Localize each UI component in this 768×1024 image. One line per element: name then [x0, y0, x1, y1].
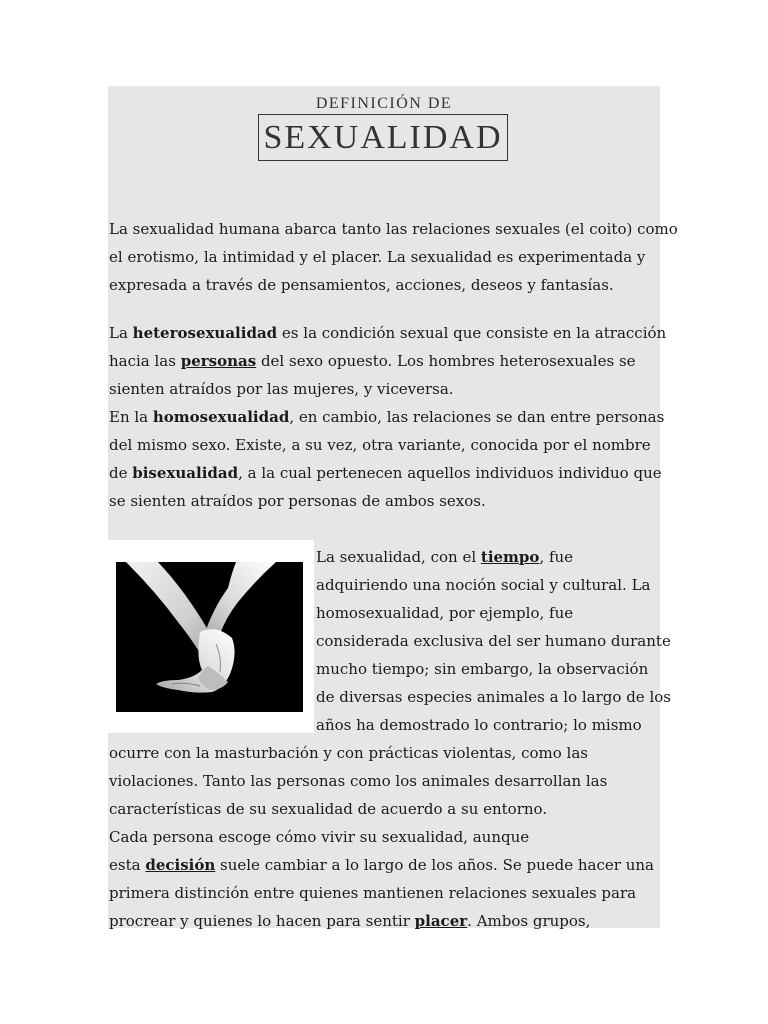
text-line: La sexualidad humana abarca tanto las relaciones sexuales (el coito) como	[109, 220, 678, 238]
paragraph-history-full	[109, 739, 660, 935]
text-span: . Ambos grupos,	[467, 912, 591, 930]
text-line: homosexualidad, por ejemplo, fue	[316, 604, 574, 622]
text-span: , fue	[539, 548, 574, 566]
text-line: expresada a través de pensamientos, acciones, deseos y fantasías.	[109, 276, 614, 294]
text-line: adquiriendo una noción social y cultural. La	[316, 576, 651, 594]
text-span: es la condición sexual que consiste en la atracción	[277, 324, 667, 342]
title-box	[258, 114, 508, 161]
holding-hands-photo	[116, 562, 303, 712]
text-line: Cada persona escoge cómo vivir su sexualidad, aunque	[109, 828, 530, 846]
paragraph-intro	[109, 215, 678, 299]
text-line	[109, 907, 660, 935]
text-span: , en cambio, las relaciones se dan entre personas	[289, 408, 665, 426]
text-line	[316, 543, 660, 571]
text-span: La	[109, 324, 133, 342]
text-line: años ha demostrado lo contrario; lo mismo	[316, 716, 642, 734]
term-bisexualidad: bisexualidad	[132, 464, 239, 482]
document-page	[108, 86, 678, 930]
text-line	[109, 319, 667, 347]
paragraph-history-wrapped	[316, 543, 671, 739]
link-placer[interactable]: placer	[414, 912, 468, 930]
text-span: La sexualidad, con el	[316, 548, 481, 566]
text-span: procrear y quienes lo hacen para sentir	[109, 912, 415, 930]
text-line	[109, 459, 660, 487]
term-heterosexualidad: heterosexualidad	[132, 324, 278, 342]
document-title: SEXUALIDAD	[263, 119, 503, 156]
link-decision[interactable]: decisión	[145, 856, 216, 874]
text-span: , a la cual pertenecen aquellos individuos individuo que	[238, 464, 662, 482]
text-line: de diversas especies animales a lo largo de los	[316, 688, 671, 706]
text-line: características de su sexualidad de acuerdo a su entorno.	[109, 800, 548, 818]
text-line: se sienten atraídos por personas de ambos sexos.	[109, 492, 486, 510]
document-subtitle: DEFINICIÓN DE	[315, 95, 453, 112]
text-line: considerada exclusiva del ser humano durante	[316, 632, 671, 650]
link-personas[interactable]: personas	[180, 352, 257, 370]
image-frame	[108, 540, 314, 733]
text-line: del mismo sexo. Existe, a su vez, otra variante, conocida por el nombre	[109, 436, 651, 454]
text-span: En la	[109, 408, 153, 426]
paragraph-orientations	[109, 319, 667, 515]
text-line	[109, 403, 665, 431]
link-tiempo[interactable]: tiempo	[480, 548, 540, 566]
text-line: violaciones. Tanto las personas como los animales desarrollan las	[109, 772, 608, 790]
text-span: esta	[109, 856, 146, 874]
text-span: suele cambiar a lo largo de los años. Se puede hacer una	[215, 856, 654, 874]
term-homosexualidad: homosexualidad	[152, 408, 290, 426]
text-span: de	[109, 464, 133, 482]
text-line: sienten atraídos por las mujeres, y viceversa.	[109, 380, 454, 398]
text-line: ocurre con la masturbación y con prácticas violentas, como las	[109, 744, 588, 762]
holding-hands-icon	[116, 562, 303, 712]
text-line: mucho tiempo; sin embargo, la observación	[316, 660, 649, 678]
text-span: del sexo opuesto. Los hombres heterosexuales se	[256, 352, 636, 370]
text-line: el erotismo, la intimidad y el placer. La sexualidad es experimentada y	[109, 248, 646, 266]
text-span: hacia las	[109, 352, 181, 370]
text-line	[109, 851, 660, 879]
text-line	[109, 347, 660, 375]
text-line: primera distinción entre quienes mantienen relaciones sexuales para	[109, 884, 637, 902]
